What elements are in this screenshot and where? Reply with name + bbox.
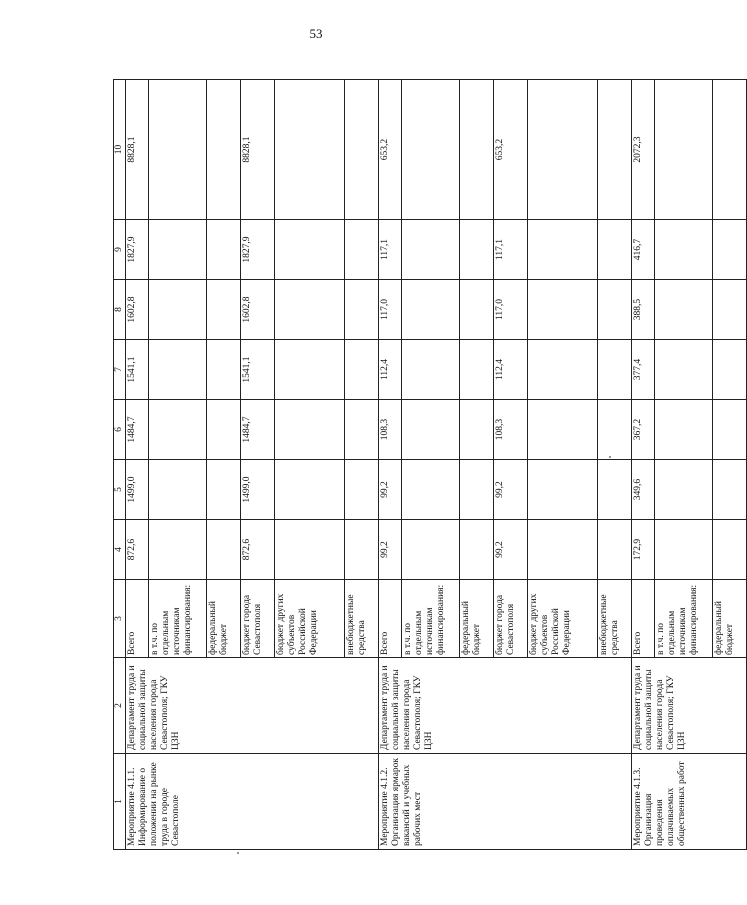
value-cell: [460, 520, 494, 580]
value-cell: 2072,3: [632, 80, 655, 220]
rotated-table-container: [113, 80, 735, 850]
value-cell: [598, 80, 632, 220]
value-cell: [207, 80, 241, 220]
value-cell: [149, 400, 207, 460]
value-cell: [598, 400, 632, 460]
value-cell: 872,6: [241, 520, 275, 580]
value-cell: [598, 220, 632, 280]
value-cell: 112,4: [379, 340, 402, 400]
value-cell: [528, 460, 598, 520]
value-cell: [207, 220, 241, 280]
value-cell: [149, 460, 207, 520]
funding-source-cell: Всего: [126, 580, 149, 658]
value-cell: [275, 460, 345, 520]
value-cell: [460, 340, 494, 400]
value-cell: [402, 220, 460, 280]
funding-source-cell: внебюджетные средства: [345, 580, 379, 658]
value-cell: [655, 280, 713, 340]
value-cell: 112,4: [494, 340, 528, 400]
measure-cell: Мероприятие 4.1.1. Информирование о положении на рынке труда в городе Севастополе: [126, 754, 379, 850]
funding-table: [113, 79, 747, 850]
value-cell: [655, 80, 713, 220]
value-cell: [275, 520, 345, 580]
value-cell: [528, 280, 598, 340]
value-cell: 117,0: [494, 280, 528, 340]
value-cell: 872,6: [126, 520, 149, 580]
value-cell: [655, 220, 713, 280]
value-cell: 1827,9: [126, 220, 149, 280]
value-cell: [345, 460, 379, 520]
value-cell: [655, 520, 713, 580]
value-cell: 108,3: [494, 400, 528, 460]
value-cell: [402, 340, 460, 400]
value-cell: [402, 280, 460, 340]
value-cell: 117,1: [494, 220, 528, 280]
value-cell: 1484,7: [126, 400, 149, 460]
value-cell: 99,2: [494, 460, 528, 520]
value-cell: [460, 280, 494, 340]
column-header: 9: [114, 220, 126, 280]
column-header: 5: [114, 460, 126, 520]
executor-cell: Департамент труда и социальной защиты населения города Севастополя; ГКУ ЦЗН: [126, 658, 379, 754]
value-cell: 1499,0: [241, 460, 275, 520]
column-header: 3: [114, 580, 126, 658]
value-cell: [149, 220, 207, 280]
column-header: 4: [114, 520, 126, 580]
value-cell: [149, 280, 207, 340]
value-cell: 1602,8: [126, 280, 149, 340]
value-cell: [460, 220, 494, 280]
value-cell: [460, 80, 494, 220]
value-cell: [528, 520, 598, 580]
value-cell: [345, 80, 379, 220]
value-cell: [528, 340, 598, 400]
value-cell: [275, 400, 345, 460]
value-cell: [275, 220, 345, 280]
value-cell: 172,9: [632, 520, 655, 580]
value-cell: 388,5: [632, 280, 655, 340]
column-header: 6: [114, 400, 126, 460]
value-cell: [207, 280, 241, 340]
value-cell: 8828,1: [126, 80, 149, 220]
value-cell: [275, 280, 345, 340]
value-cell: 367,2: [632, 400, 655, 460]
value-cell: 99,2: [494, 520, 528, 580]
value-cell: [713, 400, 747, 460]
value-cell: 1499,0: [126, 460, 149, 520]
value-cell: [149, 340, 207, 400]
value-cell: [528, 80, 598, 220]
executor-cell: Департамент труда и социальной защиты населения города Севастополя; ГКУ ЦЗН: [632, 658, 747, 754]
value-cell: 349,6: [632, 460, 655, 520]
value-cell: [149, 520, 207, 580]
header-row: [114, 80, 126, 850]
value-cell: 377,4: [632, 340, 655, 400]
value-cell: [713, 80, 747, 220]
funding-source-cell: Всего: [379, 580, 402, 658]
value-cell: [528, 220, 598, 280]
value-cell: [598, 520, 632, 580]
table-row: [632, 80, 655, 850]
table-row: [126, 80, 149, 850]
value-cell: [713, 220, 747, 280]
value-cell: 1541,1: [126, 340, 149, 400]
value-cell: 8828,1: [241, 80, 275, 220]
scan-speck: [237, 852, 239, 854]
value-cell: [207, 520, 241, 580]
value-cell: [345, 520, 379, 580]
funding-source-cell: федеральный бюджет: [713, 580, 747, 658]
column-header: 1: [114, 754, 126, 850]
value-cell: [149, 80, 207, 220]
value-cell: 1827,9: [241, 220, 275, 280]
table-row: [379, 80, 402, 850]
value-cell: [345, 400, 379, 460]
funding-source-cell: федеральный бюджет: [460, 580, 494, 658]
value-cell: [207, 400, 241, 460]
column-header: 7: [114, 340, 126, 400]
page-number: 53: [309, 26, 323, 41]
value-cell: [655, 460, 713, 520]
funding-source-cell: бюджет других субъектов Российской Федерации: [528, 580, 598, 658]
value-cell: 108,3: [379, 400, 402, 460]
value-cell: [598, 280, 632, 340]
value-cell: [402, 80, 460, 220]
funding-source-cell: в т.ч. по отдельным источникам финансирования:: [655, 580, 713, 658]
value-cell: [598, 340, 632, 400]
value-cell: [402, 520, 460, 580]
value-cell: [713, 520, 747, 580]
value-cell: 653,2: [379, 80, 402, 220]
value-cell: 99,2: [379, 460, 402, 520]
value-cell: [528, 400, 598, 460]
value-cell: 1541,1: [241, 340, 275, 400]
value-cell: [207, 460, 241, 520]
value-cell: [402, 460, 460, 520]
measure-cell: Мероприятие 4.1.2. Организация ярмарок вакансий и учебных рабочих мест: [379, 754, 632, 850]
funding-source-cell: бюджет других субъектов Российской Федерации: [275, 580, 345, 658]
value-cell: [460, 400, 494, 460]
measure-cell: Мероприятие 4.1.3. Организация проведения оплачиваемых общественных работ: [632, 754, 747, 850]
table-body: [114, 80, 747, 850]
value-cell: [460, 460, 494, 520]
value-cell: [275, 80, 345, 220]
value-cell: [713, 460, 747, 520]
value-cell: [713, 280, 747, 340]
value-cell: 117,0: [379, 280, 402, 340]
funding-source-cell: бюджет города Севастополя: [494, 580, 528, 658]
value-cell: [655, 340, 713, 400]
column-header: 2: [114, 658, 126, 754]
value-cell: 416,7: [632, 220, 655, 280]
value-cell: 1602,8: [241, 280, 275, 340]
funding-source-cell: федеральный бюджет: [207, 580, 241, 658]
executor-cell: Департамент труда и социальной защиты населения города Севастополя; ГКУ ЦЗН: [379, 658, 632, 754]
funding-source-cell: бюджет города Севастополя: [241, 580, 275, 658]
value-cell: [207, 340, 241, 400]
value-cell: 653,2: [494, 80, 528, 220]
value-cell: [713, 340, 747, 400]
value-cell: 1484,7: [241, 400, 275, 460]
funding-source-cell: в т.ч. по отдельным источникам финансирования:: [149, 580, 207, 658]
column-header: 8: [114, 280, 126, 340]
value-cell: [598, 460, 632, 520]
value-cell: 117,1: [379, 220, 402, 280]
scan-speck: [609, 456, 611, 458]
value-cell: [345, 220, 379, 280]
value-cell: [655, 400, 713, 460]
value-cell: [402, 400, 460, 460]
value-cell: [275, 340, 345, 400]
value-cell: [345, 280, 379, 340]
value-cell: 99,2: [379, 520, 402, 580]
funding-source-cell: внебюджетные средства: [598, 580, 632, 658]
column-header: 10: [114, 80, 126, 220]
value-cell: [345, 340, 379, 400]
funding-source-cell: Всего: [632, 580, 655, 658]
funding-source-cell: в т.ч. по отдельным источникам финансирования:: [402, 580, 460, 658]
